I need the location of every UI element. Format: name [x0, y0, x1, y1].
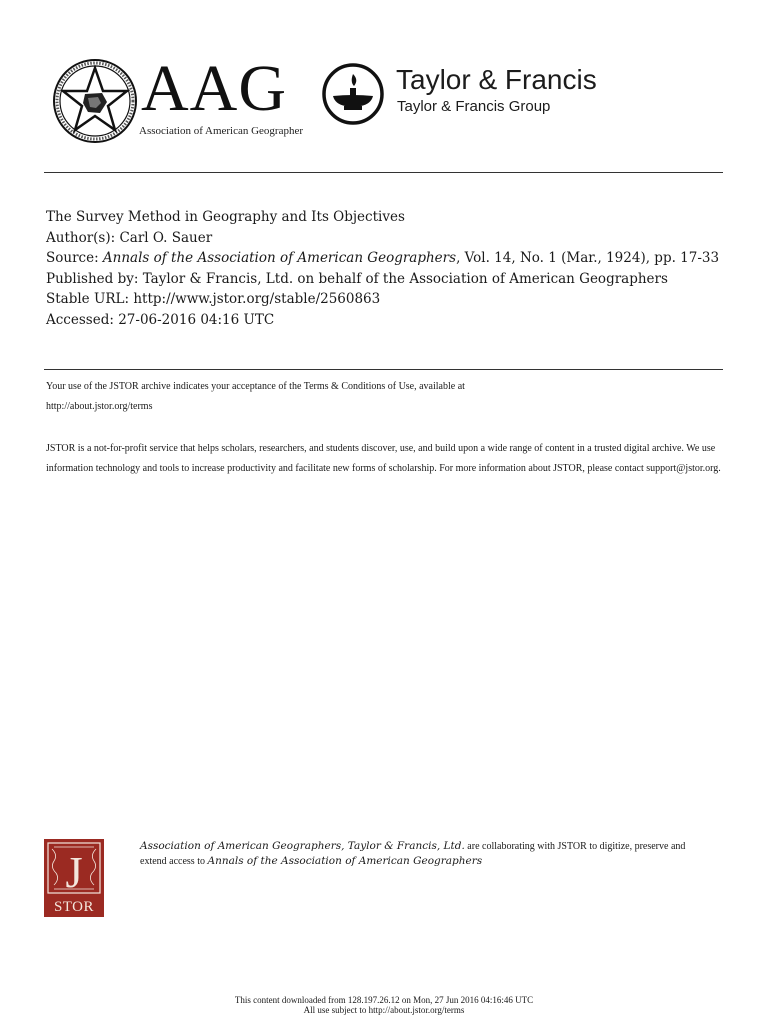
taylor-francis-group: Taylor & Francis Group [397, 98, 551, 115]
accessed-line [46, 310, 726, 331]
jstor-about-notice: JSTOR is a not-for-profit service that helps scholars, researchers, and students discover, use, and build upon a wide range of content in a trusted digital archive. We use information technology and tools to increase productivity and facilitate new forms of scholarship. For more information about JSTOR, please contact support@jstor.org. [46, 443, 721, 474]
aag-seal-logo [52, 58, 138, 144]
aag-wordmark: AAG [141, 52, 287, 125]
aag-subtitle: Association of American Geographer [139, 125, 304, 137]
stable-url-link[interactable]: http://www.jstor.org/stable/2560863 [133, 291, 381, 307]
accessed-label: Accessed: [46, 311, 114, 328]
authors-label: Author(s): [46, 229, 116, 246]
published-by-line [46, 269, 726, 290]
terms-notice [46, 377, 726, 417]
published-by-label: Published by: [46, 270, 139, 287]
jstor-logo [44, 839, 104, 917]
published-by-value: Taylor & Francis, Ltd. on behalf of the Association of American Geographers [142, 270, 668, 287]
collaboration-partners: Association of American Geographers, Taylor & Francis, Ltd. [140, 840, 465, 852]
download-footer [0, 995, 768, 1015]
collaboration-text: are collaborating with JSTOR to digitize, preserve and extend access to [140, 841, 686, 867]
terms-link[interactable]: http://about.jstor.org/terms [46, 401, 153, 412]
terms-footer-link[interactable]: All use subject to http://about.jstor.org/terms [303, 1005, 465, 1015]
source-line [46, 248, 726, 269]
taylor-francis-lamp-icon [321, 62, 385, 126]
authors-value: Carl O. Sauer [119, 229, 213, 246]
svg-text:J: J [65, 848, 83, 897]
stable-url-label: Stable URL: [46, 291, 130, 307]
top-divider [44, 172, 723, 173]
terms-text: Your use of the JSTOR archive indicates your acceptance of the Terms & Conditions of Use, available at [46, 381, 465, 392]
article-title: The Survey Method in Geography and Its Objectives [46, 209, 405, 225]
jstor-logo-text: STOR [53, 899, 95, 915]
collaboration-statement [140, 839, 700, 869]
accessed-value: 27-06-2016 04:16 UTC [118, 311, 275, 328]
download-info: This content downloaded from 128.197.26.12 on Mon, 27 Jun 2016 04:16:46 UTC [234, 995, 534, 1005]
citation-block [46, 207, 726, 330]
middle-divider [44, 369, 723, 370]
source-details: , Vol. 14, No. 1 (Mar., 1924), pp. 17-33 [456, 250, 720, 266]
taylor-francis-name: Taylor & Francis [396, 64, 597, 95]
source-label: Source: [46, 250, 99, 266]
collaboration-journal: Annals of the Association of American Geographers [207, 855, 483, 867]
stable-url-line [46, 289, 726, 310]
source-journal: Annals of the Association of American Geographers [102, 250, 457, 266]
authors-line [46, 228, 726, 249]
